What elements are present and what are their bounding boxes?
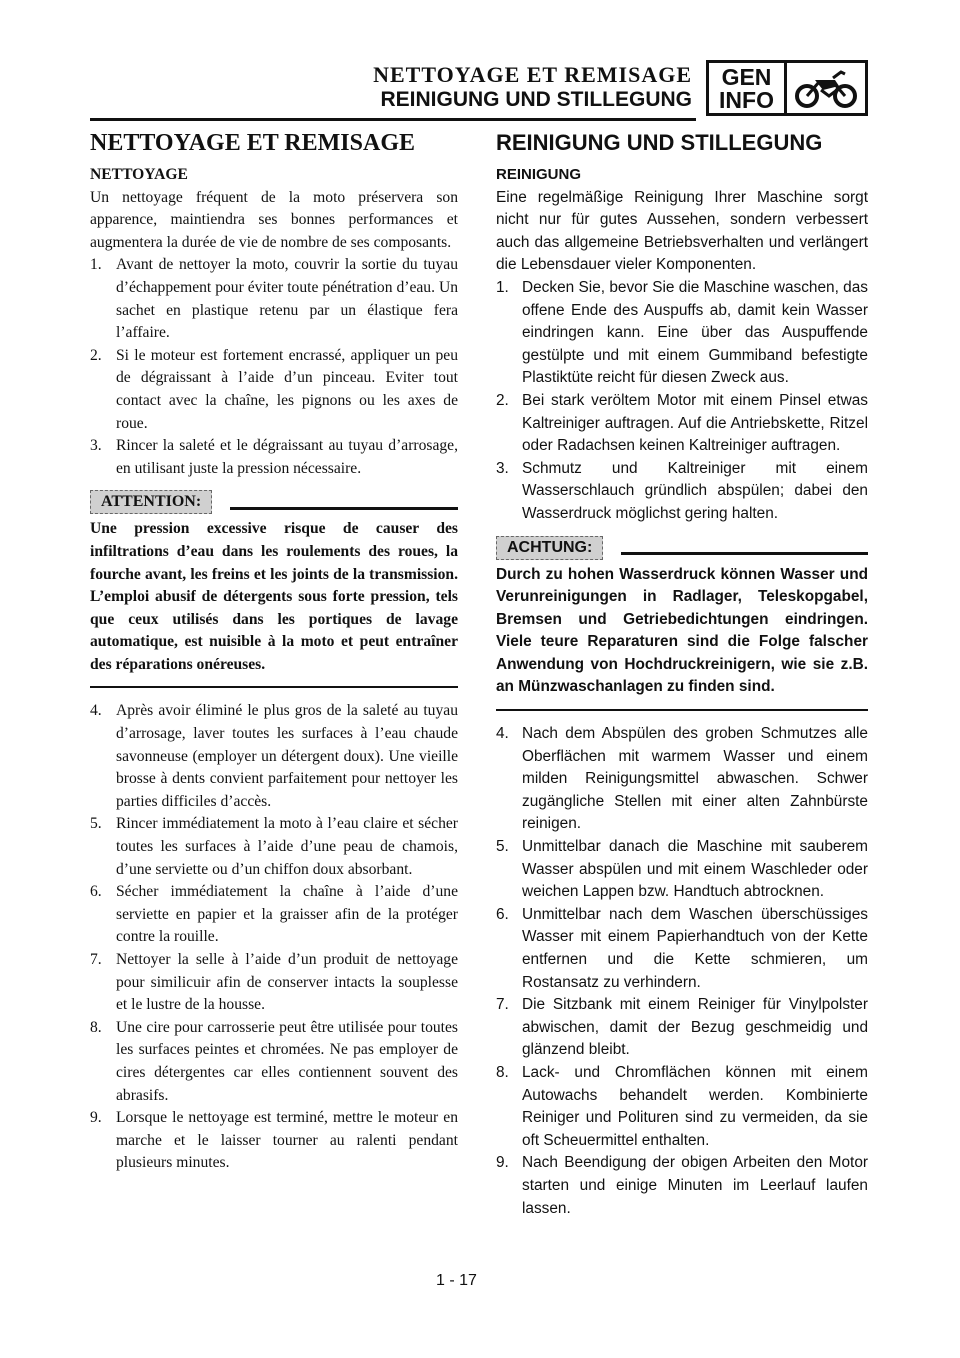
list-item-number: 2. (496, 391, 509, 409)
list-item-text: Rincer la saleté et le dégraissant au tuyau d’arrosage, en utilisant juste la pression nécessaire. (116, 437, 458, 477)
list-item (90, 435, 458, 480)
subsection-title-de: REINIGUNG (496, 166, 582, 183)
column-german (496, 128, 868, 1220)
list-item-text: Lack- und Chromflächen können mit einem Autowachs behandelt werden. Kombinierte Reiniger und Polituren sind zu vermeiden, da sie oft Scheuermittel enthalten. (522, 1063, 868, 1149)
list-item-text: Unmittelbar danach die Maschine mit sauberem Wasser abspülen und mit einem Waschleder oder weichen Lappen bzw. Handtuch abtrocknen. (522, 838, 868, 901)
list-item-text: Bei stark veröltem Motor mit einem Pinsel etwas Kaltreiniger auftragen. Auf die Antriebskette, Ritzel oder Radachsen keinen Kaltreiniger auftragen. (522, 391, 868, 455)
list-item-text: Die Sitzbank mit einem Reiniger für Vinylpolster abwischen, damit der Bezug geschmeidig und glänzend bleibt. (522, 996, 868, 1059)
list-item-number: 6. (496, 905, 509, 923)
caution-box-de (496, 536, 868, 712)
motorcycle-icon (787, 63, 865, 113)
intro-paragraph-de: Eine regelmäßige Reinigung Ihrer Maschine sorgt nicht nur für gutes Aussehen, sondern verbessert auch das allgemeine Betriebsverhalten und verlängert die Lebensdauer vieler Komponenten. (496, 188, 868, 274)
caution-rule (230, 507, 458, 510)
list-item-number: 8. (90, 1018, 102, 1036)
list-item-number: 1. (90, 256, 102, 274)
list-item-number: 5. (496, 838, 509, 856)
header-title-fr: NETTOYAGE ET REMISAGE (373, 62, 692, 87)
section-title-de: REINIGUNG UND STILLEGUNG (496, 130, 823, 155)
caution-text-de: Durch zu hohen Wasserdruck können Wasser und Verunreinigungen in Radlager, Teleskopgabel, Bremsen und Getriebedichtungen eindringen. Viele teure Reparaturen sind die Folge falscher Anwendung von Hochdruckreinigern, wie sie z.B. an Münzwaschanlagen zu finden sind. (496, 565, 868, 696)
list-item (90, 254, 458, 344)
list-item-number: 2. (90, 346, 102, 364)
list-item (90, 345, 458, 435)
list-item-text: Schmutz und Kaltreiniger mit einem Wasserschlauch gründlich abspülen; dabei den Wasserdruck möglichst gering halten. (522, 459, 868, 522)
list-item-text: Decken Sie, bevor Sie die Maschine waschen, das offene Ende des Auspuffs ab, damit kein Wasser eindringen kann. Eine über das Auspuffende gestülpte und mit einem Gummiband befestigte Plastiktüte reicht für diesen Zweck aus. (522, 278, 868, 387)
section-badge (706, 60, 868, 116)
list-item-text: Unmittelbar nach dem Waschen überschüssiges Wasser mit einem Papierhandtuch von der Kette entfernen und die Kette schmieren, um Rostansatz zu verhindern. (522, 905, 868, 991)
list-item (496, 904, 868, 994)
list-item-text: Si le moteur est fortement encrassé, appliquer un peu de dégraissant à l’aide d’un pinceau. Eviter tout contact avec la chaîne, les pignons ou les axes de roue. (116, 346, 458, 432)
caution-label-de: ACHTUNG: (496, 536, 603, 560)
list-item (90, 700, 458, 813)
list-item-number: 7. (496, 996, 509, 1014)
list-item (496, 1152, 868, 1220)
caution-header (496, 536, 868, 560)
list-item (496, 836, 868, 904)
list-item-number: 6. (90, 883, 102, 901)
list-item (90, 1017, 458, 1107)
list-item-text: Une cire pour carrosserie peut être utilisée pour toutes les surfaces peintes et chromées. Ne pas employer de cires détergentes car elles contiennent souvent des abrasifs. (116, 1018, 458, 1104)
caution-label-fr: ATTENTION: (90, 490, 212, 514)
list-item (496, 1062, 868, 1152)
page-number: 1 - 17 (436, 1272, 477, 1289)
badge-line1: GEN (721, 64, 772, 90)
list-item-number: 3. (496, 459, 509, 477)
list-item-number: 3. (90, 437, 102, 455)
list-item-text: Nettoyer la selle à l’aide d’un produit de nettoyage pour similicuir afin de conserver intacts la souplesse et le lustre de la housse. (116, 951, 458, 1014)
list-item-text: Sécher immédiatement la chaîne à l’aide d’une serviette en papier et la graisser afin de la protéger contre la rouille. (116, 883, 458, 946)
list-item (90, 881, 458, 949)
caution-box-fr (90, 490, 458, 688)
intro-paragraph-fr: Un nettoyage fréquent de la moto préservera son apparence, maintiendra ses bonnes performances et augmentera la durée de vie de nombre de ses composants. (90, 188, 458, 251)
caution-bottom-rule (90, 686, 458, 688)
list-item (90, 949, 458, 1017)
section-title-fr: NETTOYAGE ET REMISAGE (90, 130, 415, 156)
badge-label (709, 63, 787, 113)
list-item (90, 813, 458, 881)
list-item (496, 458, 868, 526)
list-item (90, 1107, 458, 1175)
list-item-number: 1. (496, 278, 509, 296)
subsection-title-fr: NETTOYAGE (90, 166, 188, 183)
list-item-text: Rincer immédiatement la moto à l’eau claire et sécher toutes les surfaces à l’aide d’une peau de chamois, d’une serviette ou d’un chiffon doux absorbant. (116, 815, 458, 878)
list-item-number: 4. (90, 702, 102, 720)
caution-rule (621, 552, 868, 555)
caution-header (90, 490, 458, 514)
badge-line2: INFO (719, 87, 774, 113)
list-item (496, 994, 868, 1062)
list-item-number: 7. (90, 951, 102, 968)
list-item-text: Nach dem Abspülen des groben Schmutzes alle Oberflächen mit warmem Wasser und einem milden Reinigungsmittel abwaschen. Schwer zugängliche Stellen mit einer alten Zahnbürste reinigen. (522, 725, 868, 833)
list-item-number: 8. (496, 1063, 509, 1081)
header-rule (90, 118, 696, 121)
list-item-number: 5. (90, 815, 102, 833)
list-item-text: Après avoir éliminé le plus gros de la saleté au tuyau d’arrosage, laver toutes les surfaces à l’eau chaude savonneuse (employer un détergent doux). Une vieille brosse à dents convient parfaitement pour nettoyer les parties difficiles d’accès. (116, 702, 458, 810)
caution-bottom-rule (496, 709, 868, 711)
list-item (496, 390, 868, 458)
list-item-number: 9. (90, 1109, 102, 1127)
list-item (496, 723, 868, 836)
list-item-number: 9. (496, 1154, 509, 1172)
list-item-text: Lorsque le nettoyage est terminé, mettre le moteur en marche et le laisser tourner au ralenti pendant plusieurs minutes. (116, 1109, 458, 1172)
caution-text-fr: Une pression excessive risque de causer des infiltrations d’eau dans les roulements des roues, la fourche avant, les freins et les joints de la transmission. L’emploi abusif de détergents sous forte pression, tels que ceux utilisés dans les portiques de lavage automatique, est nuisible à la moto et peut entraîner des réparations onéreuses. (90, 520, 458, 673)
list-item-text: Avant de nettoyer la moto, couvrir la sortie du tuyau d’échappement pour éviter toute pénétration d’eau. Un sachet en plastique retenu par un élastique fera l’affaire. (116, 256, 458, 342)
list-item-number: 4. (496, 725, 509, 743)
header-title-de: REINIGUNG UND STILLEGUNG (380, 88, 692, 111)
column-french (90, 128, 458, 1175)
list-item-text: Nach Beendigung der obigen Arbeiten den Motor starten und einige Minuten im Leerlauf laufen lassen. (522, 1154, 868, 1217)
list-item (496, 277, 868, 390)
